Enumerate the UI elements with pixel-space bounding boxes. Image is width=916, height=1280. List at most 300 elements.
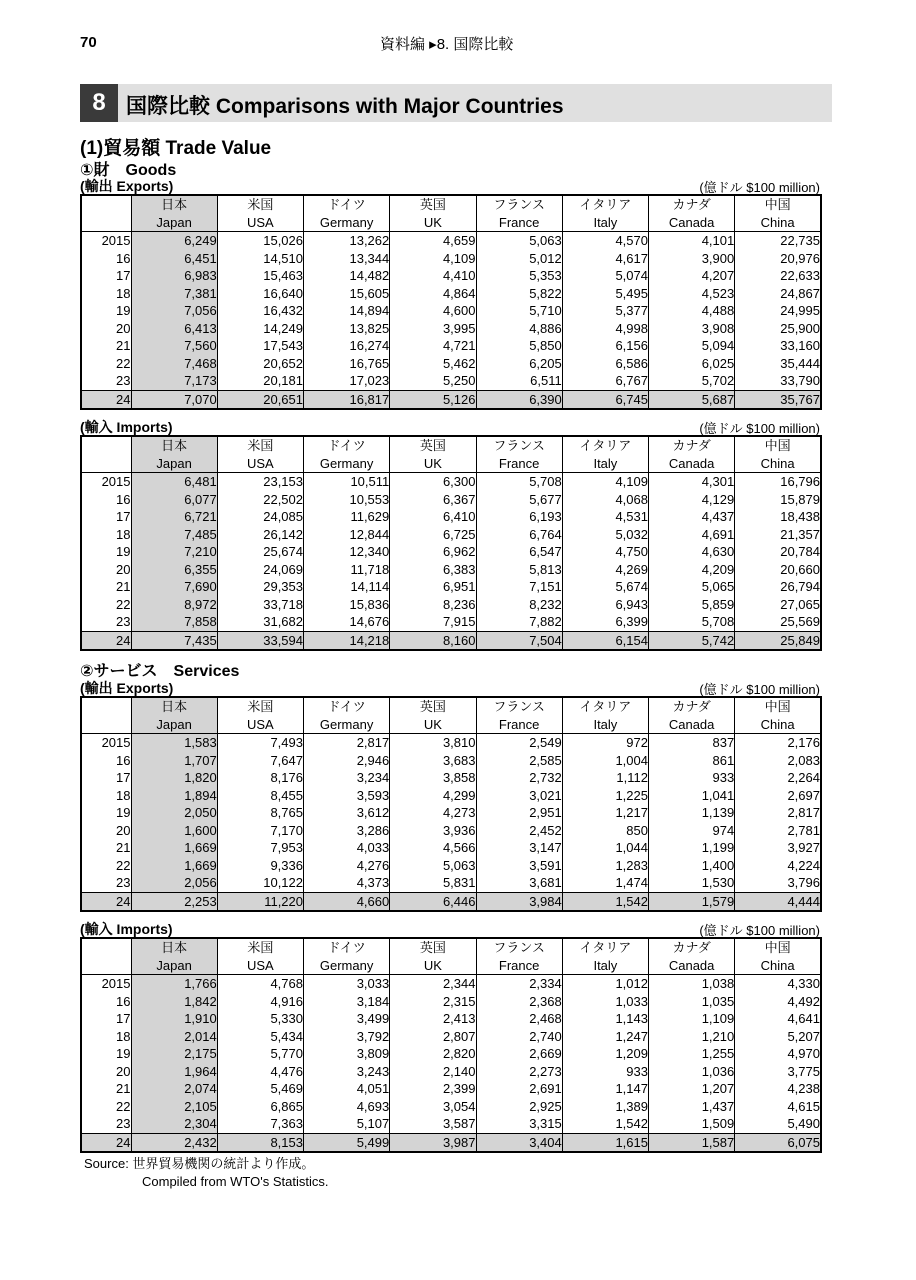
value-cell: 2,781	[735, 822, 821, 840]
value-cell: 2,315	[390, 993, 476, 1011]
column-header-en: UK	[390, 455, 476, 473]
value-cell: 6,077	[131, 491, 217, 509]
value-cell: 22,502	[217, 491, 303, 509]
value-cell: 5,490	[735, 1115, 821, 1133]
value-cell: 4,109	[562, 473, 648, 491]
column-header-en: Germany	[304, 455, 390, 473]
year-cell: 19	[116, 544, 131, 560]
value-cell: 15,879	[735, 491, 821, 509]
value-cell: 17,023	[304, 372, 390, 390]
value-cell: 13,262	[304, 232, 390, 250]
value-cell: 933	[649, 769, 735, 787]
page-number: 70	[80, 34, 97, 51]
value-cell: 1,964	[131, 1063, 217, 1081]
year-cell: 24	[81, 892, 131, 911]
value-cell: 4,641	[735, 1010, 821, 1028]
value-cell: 2,056	[131, 874, 217, 892]
year-cell: 2015	[101, 233, 131, 249]
value-cell: 3,796	[735, 874, 821, 892]
value-cell: 1,910	[131, 1010, 217, 1028]
value-cell: 2,176	[735, 734, 821, 752]
table-row	[81, 337, 821, 355]
value-cell: 3,908	[649, 320, 735, 338]
year-cell: 2015	[101, 976, 131, 992]
column-header-en: China	[735, 716, 821, 734]
year-cell: 19	[116, 1046, 131, 1062]
value-cell: 14,218	[304, 631, 390, 650]
header-row-jp	[81, 938, 821, 957]
value-cell: 7,485	[131, 526, 217, 544]
value-cell: 5,063	[476, 232, 562, 250]
chapter-title: 国際比較 Comparisons with Major Countries	[126, 95, 564, 118]
column-header-en: Germany	[304, 957, 390, 975]
value-cell: 3,995	[390, 320, 476, 338]
value-cell: 861	[649, 752, 735, 770]
year-cell: 17	[116, 268, 131, 284]
value-cell: 4,299	[390, 787, 476, 805]
value-cell: 6,249	[131, 232, 217, 250]
value-cell: 4,269	[562, 561, 648, 579]
value-cell: 5,434	[217, 1028, 303, 1046]
column-header-en: China	[735, 957, 821, 975]
column-header-jp: カナダ	[649, 938, 735, 957]
value-cell: 5,813	[476, 561, 562, 579]
value-cell: 5,770	[217, 1045, 303, 1063]
value-cell: 10,553	[304, 491, 390, 509]
data-table	[80, 435, 822, 651]
year-cell: 22	[116, 355, 131, 371]
value-cell: 33,718	[217, 596, 303, 614]
column-header-jp: 米国	[217, 436, 303, 455]
value-cell: 24,995	[735, 302, 821, 320]
column-header-en: Canada	[649, 455, 735, 473]
services-exports-section	[80, 678, 820, 912]
value-cell: 5,462	[390, 355, 476, 373]
value-cell: 10,511	[304, 473, 390, 491]
value-cell: 1,669	[131, 839, 217, 857]
column-header-jp: イタリア	[562, 697, 648, 716]
value-cell: 8,153	[217, 1133, 303, 1152]
value-cell: 14,676	[304, 613, 390, 631]
value-cell: 6,962	[390, 543, 476, 561]
year-cell: 23	[116, 875, 131, 891]
table-row	[81, 1045, 821, 1063]
value-cell: 20,652	[217, 355, 303, 373]
value-cell: 7,363	[217, 1115, 303, 1133]
value-cell: 1,112	[562, 769, 648, 787]
table-row	[81, 267, 821, 285]
value-cell: 16,817	[304, 390, 390, 409]
column-header-en: Germany	[304, 716, 390, 734]
value-cell: 5,495	[562, 285, 648, 303]
value-cell: 1,474	[562, 874, 648, 892]
value-cell: 2,074	[131, 1080, 217, 1098]
value-cell: 6,451	[131, 250, 217, 268]
year-cell: 17	[116, 509, 131, 525]
header-corner	[81, 716, 131, 734]
value-cell: 7,173	[131, 372, 217, 390]
table-row	[81, 302, 821, 320]
value-cell: 5,353	[476, 267, 562, 285]
value-cell: 22,735	[735, 232, 821, 250]
value-cell: 6,390	[476, 390, 562, 409]
value-cell: 1,509	[649, 1115, 735, 1133]
value-cell: 13,825	[304, 320, 390, 338]
column-header-en: Japan	[131, 716, 217, 734]
table-row	[81, 839, 821, 857]
table-row	[81, 857, 821, 875]
value-cell: 4,129	[649, 491, 735, 509]
table-label: (輸入 Imports)	[80, 419, 173, 435]
value-cell: 15,463	[217, 267, 303, 285]
value-cell: 5,859	[649, 596, 735, 614]
column-header-en: USA	[217, 214, 303, 232]
year-cell: 17	[116, 1011, 131, 1027]
value-cell: 3,936	[390, 822, 476, 840]
value-cell: 3,612	[304, 804, 390, 822]
value-cell: 14,510	[217, 250, 303, 268]
table-row	[81, 822, 821, 840]
year-cell: 19	[116, 303, 131, 319]
value-cell: 6,511	[476, 372, 562, 390]
column-header-en: France	[476, 455, 562, 473]
value-cell: 5,250	[390, 372, 476, 390]
header-corner	[81, 214, 131, 232]
data-table	[80, 937, 822, 1153]
column-header-en: Canada	[649, 957, 735, 975]
value-cell: 11,629	[304, 508, 390, 526]
value-cell: 8,972	[131, 596, 217, 614]
value-cell: 13,344	[304, 250, 390, 268]
table-row	[81, 1063, 821, 1081]
value-cell: 33,594	[217, 631, 303, 650]
value-cell: 3,184	[304, 993, 390, 1011]
value-cell: 3,499	[304, 1010, 390, 1028]
table-row	[81, 355, 821, 373]
value-cell: 4,224	[735, 857, 821, 875]
value-cell: 14,894	[304, 302, 390, 320]
value-cell: 3,286	[304, 822, 390, 840]
value-cell: 3,591	[476, 857, 562, 875]
year-cell: 24	[81, 390, 131, 409]
value-cell: 2,014	[131, 1028, 217, 1046]
value-cell: 16,274	[304, 337, 390, 355]
value-cell: 2,807	[390, 1028, 476, 1046]
value-cell: 6,367	[390, 491, 476, 509]
value-cell: 20,651	[217, 390, 303, 409]
value-cell: 4,691	[649, 526, 735, 544]
value-cell: 20,784	[735, 543, 821, 561]
value-cell: 2,253	[131, 892, 217, 911]
unit-label: (億ドル $100 million)	[699, 682, 820, 697]
table-row	[81, 508, 821, 526]
value-cell: 1,542	[562, 1115, 648, 1133]
value-cell: 20,660	[735, 561, 821, 579]
value-cell: 16,640	[217, 285, 303, 303]
value-cell: 8,232	[476, 596, 562, 614]
value-cell: 7,468	[131, 355, 217, 373]
value-cell: 3,587	[390, 1115, 476, 1133]
column-header-en: France	[476, 957, 562, 975]
value-cell: 1,217	[562, 804, 648, 822]
value-cell: 5,063	[390, 857, 476, 875]
year-cell: 23	[116, 373, 131, 389]
value-cell: 11,220	[217, 892, 303, 911]
value-cell: 3,315	[476, 1115, 562, 1133]
value-cell: 4,330	[735, 975, 821, 993]
value-cell: 24,085	[217, 508, 303, 526]
value-cell: 4,600	[390, 302, 476, 320]
year-cell: 18	[116, 787, 131, 803]
column-header-en: Japan	[131, 957, 217, 975]
table-row	[81, 526, 821, 544]
column-header-jp: ドイツ	[304, 436, 390, 455]
table-row	[81, 613, 821, 631]
value-cell: 2,691	[476, 1080, 562, 1098]
value-cell: 2,264	[735, 769, 821, 787]
value-cell: 2,820	[390, 1045, 476, 1063]
value-cell: 8,455	[217, 787, 303, 805]
value-cell: 11,718	[304, 561, 390, 579]
value-cell: 6,586	[562, 355, 648, 373]
value-cell: 1,283	[562, 857, 648, 875]
value-cell: 1,820	[131, 769, 217, 787]
table-row	[81, 734, 821, 752]
column-header-en: China	[735, 214, 821, 232]
value-cell: 6,481	[131, 473, 217, 491]
value-cell: 3,593	[304, 787, 390, 805]
header-row-en	[81, 455, 821, 473]
value-cell: 26,142	[217, 526, 303, 544]
value-cell: 1,209	[562, 1045, 648, 1063]
value-cell: 6,983	[131, 267, 217, 285]
column-header-en: Germany	[304, 214, 390, 232]
year-cell: 21	[116, 338, 131, 354]
year-cell: 20	[116, 1063, 131, 1079]
column-header-en: UK	[390, 214, 476, 232]
value-cell: 2,951	[476, 804, 562, 822]
value-cell: 12,340	[304, 543, 390, 561]
value-cell: 5,469	[217, 1080, 303, 1098]
goods-heading: ①財 Goods	[80, 162, 177, 179]
value-cell: 4,207	[649, 267, 735, 285]
value-cell: 6,355	[131, 561, 217, 579]
value-cell: 4,276	[304, 857, 390, 875]
column-header-jp: 日本	[131, 436, 217, 455]
table-row	[81, 993, 821, 1011]
value-cell: 3,054	[390, 1098, 476, 1116]
value-cell: 1,600	[131, 822, 217, 840]
value-cell: 4,998	[562, 320, 648, 338]
column-header-jp: 米国	[217, 195, 303, 214]
value-cell: 2,452	[476, 822, 562, 840]
value-cell: 8,160	[390, 631, 476, 650]
value-cell: 1,210	[649, 1028, 735, 1046]
table-row	[81, 1080, 821, 1098]
table-row	[81, 1133, 821, 1152]
column-header-jp: 中国	[735, 436, 821, 455]
value-cell: 5,831	[390, 874, 476, 892]
value-cell: 15,605	[304, 285, 390, 303]
value-cell: 972	[562, 734, 648, 752]
value-cell: 6,446	[390, 892, 476, 911]
header-corner	[81, 957, 131, 975]
column-header-jp: 英国	[390, 938, 476, 957]
header-row-jp	[81, 697, 821, 716]
table-caption	[80, 678, 820, 696]
column-header-en: Canada	[649, 214, 735, 232]
value-cell: 3,021	[476, 787, 562, 805]
unit-label: (億ドル $100 million)	[699, 180, 820, 195]
value-cell: 4,659	[390, 232, 476, 250]
value-cell: 7,858	[131, 613, 217, 631]
value-cell: 7,170	[217, 822, 303, 840]
value-cell: 2,304	[131, 1115, 217, 1133]
value-cell: 35,444	[735, 355, 821, 373]
value-cell: 14,114	[304, 578, 390, 596]
value-cell: 7,504	[476, 631, 562, 650]
value-cell: 4,750	[562, 543, 648, 561]
header-row-jp	[81, 195, 821, 214]
value-cell: 1,583	[131, 734, 217, 752]
column-header-jp: カナダ	[649, 436, 735, 455]
table-row	[81, 631, 821, 650]
value-cell: 4,373	[304, 874, 390, 892]
column-header-jp: ドイツ	[304, 195, 390, 214]
value-cell: 3,683	[390, 752, 476, 770]
value-cell: 2,585	[476, 752, 562, 770]
value-cell: 1,225	[562, 787, 648, 805]
column-header-en: Italy	[562, 455, 648, 473]
value-cell: 1,207	[649, 1080, 735, 1098]
column-header-en: UK	[390, 716, 476, 734]
column-header-en: USA	[217, 716, 303, 734]
value-cell: 1,035	[649, 993, 735, 1011]
source-line-1: Source: 世界貿易機関の統計より作成。	[84, 1156, 315, 1171]
value-cell: 4,492	[735, 993, 821, 1011]
table-row	[81, 892, 821, 911]
value-cell: 31,682	[217, 613, 303, 631]
value-cell: 24,867	[735, 285, 821, 303]
table-label: (輸入 Imports)	[80, 921, 173, 937]
value-cell: 4,721	[390, 337, 476, 355]
value-cell: 4,033	[304, 839, 390, 857]
column-header-jp: 中国	[735, 697, 821, 716]
value-cell: 4,864	[390, 285, 476, 303]
column-header-jp: ドイツ	[304, 938, 390, 957]
value-cell: 4,916	[217, 993, 303, 1011]
column-header-jp: 英国	[390, 195, 476, 214]
value-cell: 4,886	[476, 320, 562, 338]
value-cell: 6,156	[562, 337, 648, 355]
value-cell: 6,399	[562, 613, 648, 631]
value-cell: 4,488	[649, 302, 735, 320]
value-cell: 7,647	[217, 752, 303, 770]
year-cell: 22	[116, 596, 131, 612]
year-cell: 16	[116, 250, 131, 266]
value-cell: 3,984	[476, 892, 562, 911]
value-cell: 16,765	[304, 355, 390, 373]
value-cell: 25,569	[735, 613, 821, 631]
services-imports-section	[80, 919, 820, 1153]
value-cell: 18,438	[735, 508, 821, 526]
value-cell: 7,435	[131, 631, 217, 650]
value-cell: 15,836	[304, 596, 390, 614]
year-cell: 16	[116, 993, 131, 1009]
unit-label: (億ドル $100 million)	[699, 421, 820, 436]
source-note	[84, 1155, 328, 1191]
column-header-en: Italy	[562, 214, 648, 232]
value-cell: 4,410	[390, 267, 476, 285]
header-corner	[81, 697, 131, 716]
value-cell: 2,925	[476, 1098, 562, 1116]
value-cell: 16,432	[217, 302, 303, 320]
value-cell: 3,243	[304, 1063, 390, 1081]
value-cell: 3,809	[304, 1045, 390, 1063]
data-table	[80, 696, 822, 912]
section-heading: (1)貿易額 Trade Value	[80, 138, 272, 159]
column-header-jp: カナダ	[649, 195, 735, 214]
value-cell: 6,865	[217, 1098, 303, 1116]
header-corner	[81, 195, 131, 214]
table-row	[81, 250, 821, 268]
column-header-en: Canada	[649, 716, 735, 734]
year-cell: 19	[116, 805, 131, 821]
header-row-en	[81, 957, 821, 975]
value-cell: 2,817	[735, 804, 821, 822]
value-cell: 20,976	[735, 250, 821, 268]
value-cell: 5,107	[304, 1115, 390, 1133]
value-cell: 1,139	[649, 804, 735, 822]
value-cell: 4,068	[562, 491, 648, 509]
column-header-jp: カナダ	[649, 697, 735, 716]
year-cell: 22	[116, 1098, 131, 1114]
value-cell: 4,523	[649, 285, 735, 303]
value-cell: 1,255	[649, 1045, 735, 1063]
value-cell: 4,693	[304, 1098, 390, 1116]
year-cell: 18	[116, 1028, 131, 1044]
value-cell: 6,154	[562, 631, 648, 650]
value-cell: 4,101	[649, 232, 735, 250]
value-cell: 6,075	[735, 1133, 821, 1152]
column-header-en: Italy	[562, 716, 648, 734]
value-cell: 5,850	[476, 337, 562, 355]
value-cell: 4,476	[217, 1063, 303, 1081]
year-cell: 24	[81, 631, 131, 650]
value-cell: 7,056	[131, 302, 217, 320]
value-cell: 6,767	[562, 372, 648, 390]
column-header-en: UK	[390, 957, 476, 975]
value-cell: 10,122	[217, 874, 303, 892]
table-row	[81, 543, 821, 561]
column-header-jp: フランス	[476, 697, 562, 716]
value-cell: 5,708	[649, 613, 735, 631]
column-header-en: France	[476, 716, 562, 734]
value-cell: 29,353	[217, 578, 303, 596]
column-header-jp: 日本	[131, 938, 217, 957]
column-header-en: China	[735, 455, 821, 473]
table-row	[81, 561, 821, 579]
column-header-jp: イタリア	[562, 938, 648, 957]
value-cell: 5,710	[476, 302, 562, 320]
value-cell: 7,953	[217, 839, 303, 857]
year-cell: 18	[116, 285, 131, 301]
column-header-jp: 英国	[390, 697, 476, 716]
table-row	[81, 1028, 821, 1046]
unit-label: (億ドル $100 million)	[699, 923, 820, 938]
value-cell: 1,894	[131, 787, 217, 805]
value-cell: 1,669	[131, 857, 217, 875]
